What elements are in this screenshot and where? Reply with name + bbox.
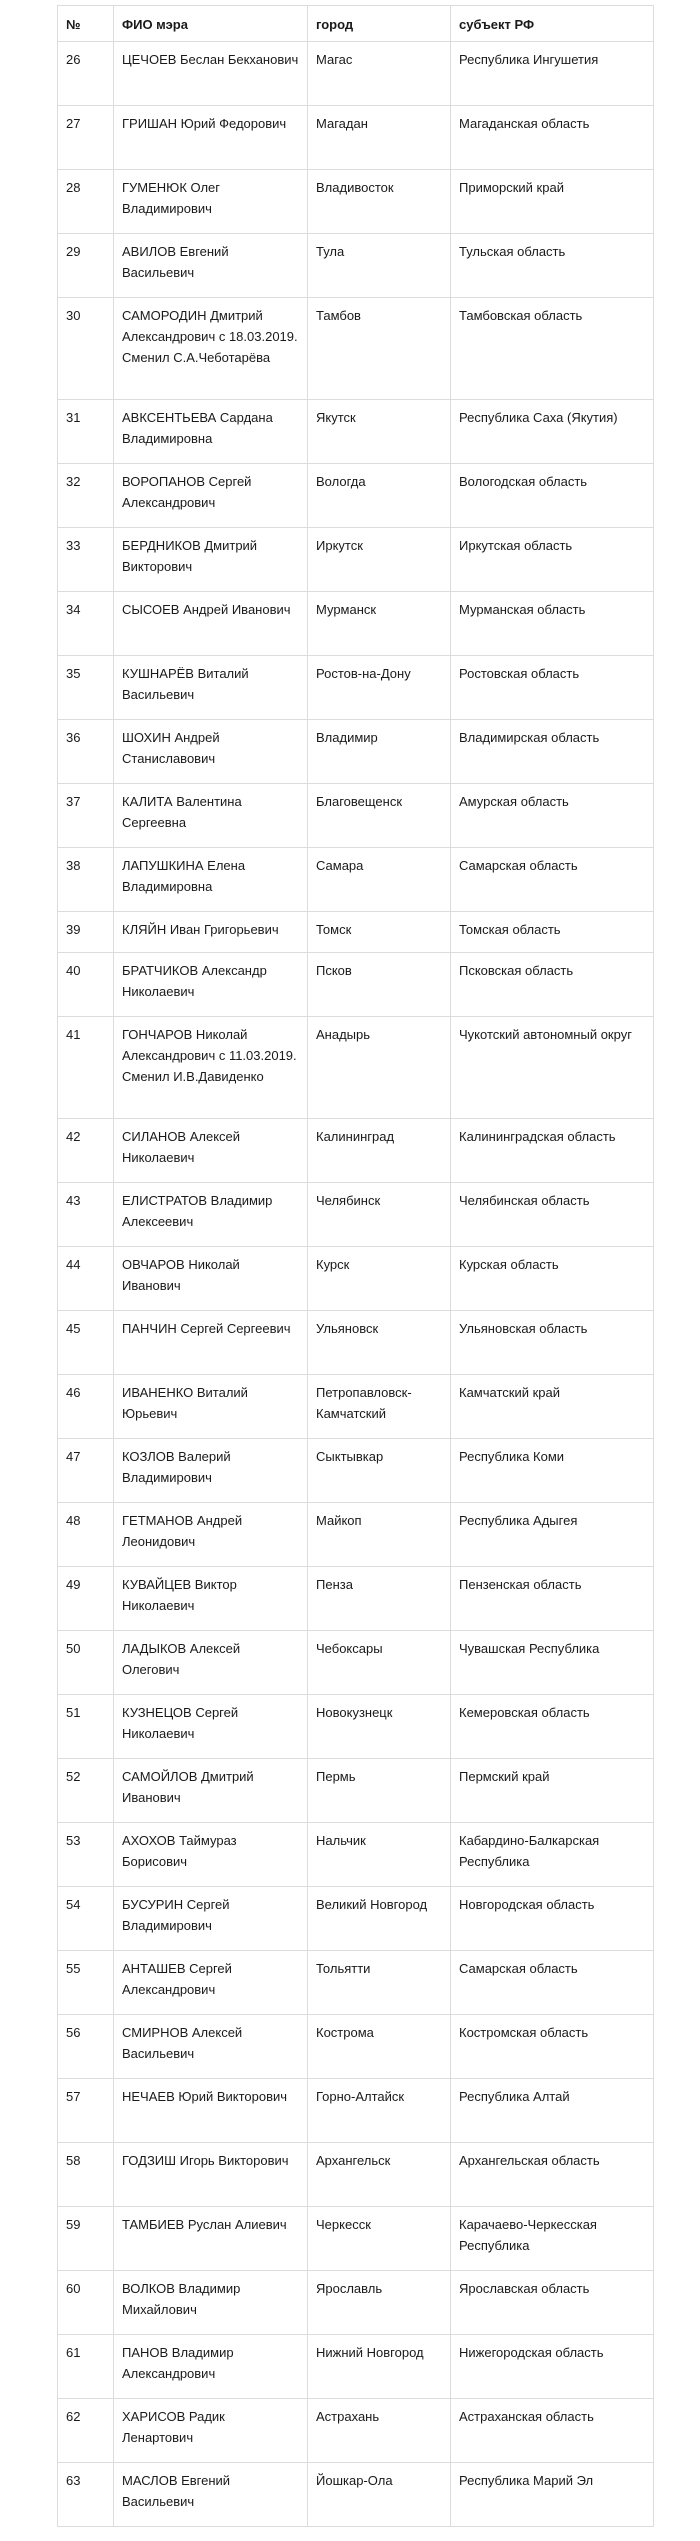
cell-number: 52 (58, 1759, 114, 1823)
table-row (58, 720, 654, 784)
table-row (58, 170, 654, 234)
mayors-table (57, 5, 654, 2527)
cell-mayor-name: ЦЕЧОЕВ Беслан Бекханович (114, 42, 308, 106)
table-row (58, 592, 654, 656)
cell-number: 35 (58, 656, 114, 720)
cell-city: Челябинск (308, 1183, 451, 1247)
cell-region: Пермский край (451, 1759, 654, 1823)
cell-city: Иркутск (308, 528, 451, 592)
cell-mayor-name: КАЛИТА Валентина Сергеевна (114, 784, 308, 848)
cell-city: Владимир (308, 720, 451, 784)
table-row (58, 1887, 654, 1951)
cell-number: 50 (58, 1631, 114, 1695)
cell-number: 31 (58, 400, 114, 464)
cell-region: Псковская область (451, 953, 654, 1017)
cell-city: Великий Новгород (308, 1887, 451, 1951)
cell-mayor-name: АХОХОВ Таймураз Борисович (114, 1823, 308, 1887)
cell-number: 51 (58, 1695, 114, 1759)
table-row (58, 2463, 654, 2527)
table-row (58, 656, 654, 720)
cell-city: Ульяновск (308, 1311, 451, 1375)
cell-mayor-name: НЕЧАЕВ Юрий Викторович (114, 2079, 308, 2143)
cell-city: Астрахань (308, 2399, 451, 2463)
cell-number: 42 (58, 1119, 114, 1183)
cell-region: Амурская область (451, 784, 654, 848)
cell-region: Иркутская область (451, 528, 654, 592)
table-row (58, 1567, 654, 1631)
cell-region: Челябинская область (451, 1183, 654, 1247)
cell-region: Республика Адыгея (451, 1503, 654, 1567)
cell-mayor-name: ИВАНЕНКО Виталий Юрьевич (114, 1375, 308, 1439)
table-row (58, 1439, 654, 1503)
cell-region: Республика Коми (451, 1439, 654, 1503)
cell-city: Тамбов (308, 298, 451, 400)
table-row (58, 2271, 654, 2335)
cell-city: Новокузнецк (308, 1695, 451, 1759)
cell-city: Анадырь (308, 1017, 451, 1119)
table-row (58, 1631, 654, 1695)
cell-mayor-name: СМИРНОВ Алексей Васильевич (114, 2015, 308, 2079)
cell-city: Архангельск (308, 2143, 451, 2207)
cell-mayor-name: ТАМБИЕВ Руслан Алиевич (114, 2207, 308, 2271)
cell-region: Республика Марий Эл (451, 2463, 654, 2527)
cell-city: Майкоп (308, 1503, 451, 1567)
table-row (58, 298, 654, 400)
cell-region: Камчатский край (451, 1375, 654, 1439)
cell-region: Тульская область (451, 234, 654, 298)
cell-mayor-name: ВОЛКОВ Владимир Михайлович (114, 2271, 308, 2335)
cell-region: Чукотский автономный округ (451, 1017, 654, 1119)
cell-number: 44 (58, 1247, 114, 1311)
cell-region: Республика Алтай (451, 2079, 654, 2143)
cell-number: 28 (58, 170, 114, 234)
cell-region: Кемеровская область (451, 1695, 654, 1759)
cell-mayor-name: БУСУРИН Сергей Владимирович (114, 1887, 308, 1951)
cell-region: Ростовская область (451, 656, 654, 720)
cell-number: 38 (58, 848, 114, 912)
table-row (58, 1759, 654, 1823)
table-row (58, 2335, 654, 2399)
cell-mayor-name: КОЗЛОВ Валерий Владимирович (114, 1439, 308, 1503)
cell-number: 62 (58, 2399, 114, 2463)
cell-number: 34 (58, 592, 114, 656)
cell-city: Магас (308, 42, 451, 106)
cell-city: Курск (308, 1247, 451, 1311)
table-row (58, 1311, 654, 1375)
cell-mayor-name: АВКСЕНТЬЕВА Сардана Владимировна (114, 400, 308, 464)
table-row (58, 2399, 654, 2463)
cell-city: Пенза (308, 1567, 451, 1631)
cell-city: Чебоксары (308, 1631, 451, 1695)
table-row (58, 1823, 654, 1887)
cell-city: Тула (308, 234, 451, 298)
cell-mayor-name: САМОРОДИН Дмитрий Александрович с 18.03.2019. Сменил С.А.Чеботарёва (114, 298, 308, 400)
cell-city: Псков (308, 953, 451, 1017)
header-mayor-name: ФИО мэра (114, 6, 308, 42)
cell-number: 37 (58, 784, 114, 848)
cell-number: 36 (58, 720, 114, 784)
cell-city: Благовещенск (308, 784, 451, 848)
cell-mayor-name: ЛАДЫКОВ Алексей Олегович (114, 1631, 308, 1695)
table-row (58, 464, 654, 528)
table-row (58, 2143, 654, 2207)
table-row (58, 528, 654, 592)
cell-region: Новгородская область (451, 1887, 654, 1951)
cell-region: Калининградская область (451, 1119, 654, 1183)
cell-city: Якутск (308, 400, 451, 464)
cell-city: Ярославль (308, 2271, 451, 2335)
cell-mayor-name: ВОРОПАНОВ Сергей Александрович (114, 464, 308, 528)
cell-number: 41 (58, 1017, 114, 1119)
cell-region: Астраханская область (451, 2399, 654, 2463)
header-number: № (58, 6, 114, 42)
cell-mayor-name: ОВЧАРОВ Николай Иванович (114, 1247, 308, 1311)
cell-mayor-name: ГУМЕНЮК Олег Владимирович (114, 170, 308, 234)
cell-number: 39 (58, 912, 114, 953)
cell-number: 27 (58, 106, 114, 170)
cell-mayor-name: ГОНЧАРОВ Николай Александрович с 11.03.2019. Сменил И.В.Давиденко (114, 1017, 308, 1119)
cell-region: Магаданская область (451, 106, 654, 170)
cell-number: 48 (58, 1503, 114, 1567)
table-row (58, 1247, 654, 1311)
cell-number: 54 (58, 1887, 114, 1951)
table-row (58, 234, 654, 298)
table-row (58, 1017, 654, 1119)
cell-city: Йошкар-Ола (308, 2463, 451, 2527)
cell-region: Самарская область (451, 1951, 654, 2015)
table-row (58, 912, 654, 953)
cell-city: Кострома (308, 2015, 451, 2079)
cell-number: 58 (58, 2143, 114, 2207)
cell-region: Республика Ингушетия (451, 42, 654, 106)
mayors-table-container (57, 5, 653, 2527)
cell-mayor-name: АНТАШЕВ Сергей Александрович (114, 1951, 308, 2015)
cell-number: 55 (58, 1951, 114, 2015)
cell-city: Магадан (308, 106, 451, 170)
table-row (58, 106, 654, 170)
cell-mayor-name: ХАРИСОВ Радик Ленартович (114, 2399, 308, 2463)
cell-region: Костромская область (451, 2015, 654, 2079)
cell-mayor-name: ГРИШАН Юрий Федорович (114, 106, 308, 170)
table-row (58, 42, 654, 106)
table-row (58, 784, 654, 848)
cell-mayor-name: ПАНОВ Владимир Александрович (114, 2335, 308, 2399)
cell-city: Нижний Новгород (308, 2335, 451, 2399)
cell-mayor-name: МАСЛОВ Евгений Васильевич (114, 2463, 308, 2527)
table-header-row (58, 6, 654, 42)
cell-region: Мурманская область (451, 592, 654, 656)
cell-city: Пермь (308, 1759, 451, 1823)
cell-region: Приморский край (451, 170, 654, 234)
cell-number: 60 (58, 2271, 114, 2335)
cell-city: Тольятти (308, 1951, 451, 2015)
cell-number: 40 (58, 953, 114, 1017)
table-row (58, 848, 654, 912)
cell-city: Томск (308, 912, 451, 953)
table-row (58, 953, 654, 1017)
table-row (58, 1183, 654, 1247)
cell-city: Владивосток (308, 170, 451, 234)
cell-mayor-name: СЫСОЕВ Андрей Иванович (114, 592, 308, 656)
cell-region: Самарская область (451, 848, 654, 912)
cell-region: Нижегородская область (451, 2335, 654, 2399)
cell-region: Кабардино-Балкарская Республика (451, 1823, 654, 1887)
cell-mayor-name: АВИЛОВ Евгений Васильевич (114, 234, 308, 298)
cell-mayor-name: КУВАЙЦЕВ Виктор Николаевич (114, 1567, 308, 1631)
cell-number: 33 (58, 528, 114, 592)
cell-number: 30 (58, 298, 114, 400)
cell-city: Вологда (308, 464, 451, 528)
cell-number: 63 (58, 2463, 114, 2527)
cell-mayor-name: САМОЙЛОВ Дмитрий Иванович (114, 1759, 308, 1823)
cell-number: 26 (58, 42, 114, 106)
cell-number: 49 (58, 1567, 114, 1631)
cell-mayor-name: КУЗНЕЦОВ Сергей Николаевич (114, 1695, 308, 1759)
cell-region: Вологодская область (451, 464, 654, 528)
table-row (58, 2079, 654, 2143)
cell-mayor-name: КУШНАРЁВ Виталий Васильевич (114, 656, 308, 720)
cell-mayor-name: ШОХИН Андрей Станиславович (114, 720, 308, 784)
cell-number: 47 (58, 1439, 114, 1503)
cell-number: 59 (58, 2207, 114, 2271)
cell-number: 45 (58, 1311, 114, 1375)
cell-mayor-name: БЕРДНИКОВ Дмитрий Викторович (114, 528, 308, 592)
cell-city: Сыктывкар (308, 1439, 451, 1503)
cell-city: Нальчик (308, 1823, 451, 1887)
cell-mayor-name: ГОДЗИШ Игорь Викторович (114, 2143, 308, 2207)
cell-number: 32 (58, 464, 114, 528)
cell-mayor-name: ГЕТМАНОВ Андрей Леонидович (114, 1503, 308, 1567)
cell-region: Пензенская область (451, 1567, 654, 1631)
table-row (58, 2015, 654, 2079)
cell-city: Ростов-на-Дону (308, 656, 451, 720)
cell-region: Томская область (451, 912, 654, 953)
table-row (58, 1503, 654, 1567)
cell-number: 46 (58, 1375, 114, 1439)
cell-city: Самара (308, 848, 451, 912)
cell-region: Ярославская область (451, 2271, 654, 2335)
cell-city: Мурманск (308, 592, 451, 656)
table-row (58, 1695, 654, 1759)
cell-mayor-name: ЕЛИСТРАТОВ Владимир Алексеевич (114, 1183, 308, 1247)
table-row (58, 2207, 654, 2271)
table-row (58, 1951, 654, 2015)
cell-mayor-name: СИЛАНОВ Алексей Николаевич (114, 1119, 308, 1183)
cell-city: Черкесск (308, 2207, 451, 2271)
cell-mayor-name: ПАНЧИН Сергей Сергеевич (114, 1311, 308, 1375)
cell-region: Республика Саха (Якутия) (451, 400, 654, 464)
table-row (58, 1119, 654, 1183)
table-row (58, 1375, 654, 1439)
cell-number: 29 (58, 234, 114, 298)
cell-region: Курская область (451, 1247, 654, 1311)
cell-number: 61 (58, 2335, 114, 2399)
table-row (58, 400, 654, 464)
cell-region: Чувашская Республика (451, 1631, 654, 1695)
cell-mayor-name: БРАТЧИКОВ Александр Николаевич (114, 953, 308, 1017)
cell-mayor-name: КЛЯЙН Иван Григорьевич (114, 912, 308, 953)
cell-region: Владимирская область (451, 720, 654, 784)
cell-mayor-name: ЛАПУШКИНА Елена Владимировна (114, 848, 308, 912)
cell-region: Архангельская область (451, 2143, 654, 2207)
header-city: город (308, 6, 451, 42)
cell-region: Ульяновская область (451, 1311, 654, 1375)
cell-number: 43 (58, 1183, 114, 1247)
cell-number: 53 (58, 1823, 114, 1887)
cell-number: 57 (58, 2079, 114, 2143)
cell-city: Петропавловск-Камчатский (308, 1375, 451, 1439)
cell-region: Тамбовская область (451, 298, 654, 400)
cell-city: Горно-Алтайск (308, 2079, 451, 2143)
cell-number: 56 (58, 2015, 114, 2079)
header-region: субъект РФ (451, 6, 654, 42)
cell-city: Калининград (308, 1119, 451, 1183)
cell-region: Карачаево-Черкесская Республика (451, 2207, 654, 2271)
